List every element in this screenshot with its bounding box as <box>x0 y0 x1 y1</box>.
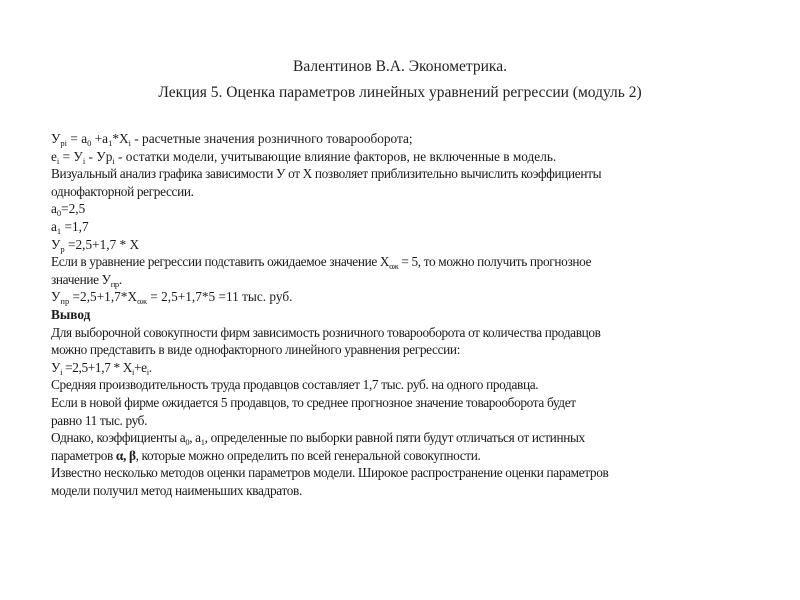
methods-line-2: модели получил метод наименьших квадратов. <box>51 482 302 498</box>
conclusion-line-1: Для выборочной совокупности фирм зависимость розничного товарооборота от количества продавцов <box>51 324 601 340</box>
coefficient-a1: $a_1 =1,7$ <box>51 218 89 236</box>
new-firm-line-2: равно 11 тыс. руб. <box>51 412 148 428</box>
residuals-equation: $e_i = У_i - Уp_i$ - остатки модели, учитывающие влияние факторов, не включенные в модель. <box>51 148 557 166</box>
productivity-text: Средняя производительность труда продавцов составляет 1,7 тыс. руб. на одного продавца. <box>51 377 539 393</box>
visual-analysis-line-1: Визуальный анализ графика зависимости У от X позволяет приблизительно вычислить коэффициенты <box>51 166 602 182</box>
new-firm-line-1: Если в новой фирме ожидается 5 продавцов, то среднее прогнозное значение товарооборота будет <box>51 394 576 410</box>
forecast-text-line-2: значение $У_{пр}$. <box>51 271 122 289</box>
however-line-1: Однако, коэффициенты $a_0$, $a_1$, определенные по выборки равной пяти будут отличаться от истинных <box>51 430 585 448</box>
conclusion-line-2: можно представить в виде однофакторного линейного уравнения регрессии: <box>51 342 461 358</box>
calculated-values-equation: $У_{pi} = a_0 +a_1*X_i$ - расчетные значения розничного товарооборота; <box>51 131 413 148</box>
coefficient-a0: $a_0=2,5$ <box>51 201 86 219</box>
forecast-text-line-1: Если в уравнение регрессии подставить ожидаемое значение $X_{ож} = 5$, то можно получить прогнозное <box>51 254 592 272</box>
visual-analysis-line-2: однофакторной регрессии. <box>51 183 194 199</box>
lecture-subtitle: Лекция 5. Оценка параметров линейных уравнений регрессии (модуль 2) <box>158 84 642 101</box>
forecast-equation: $У_{пр} =2,5+1,7*X_{ож} = 2,5+1,7*5 =11$ тыс. руб. <box>51 289 293 307</box>
document-title: Валентинов В.А. Эконометрика. <box>293 58 507 75</box>
greek-parameters: α, β <box>115 447 136 463</box>
conclusion-heading: Вывод <box>51 306 91 322</box>
methods-line-1: Известно несколько методов оценки параметров модели. Широкое распространение оценки параметров <box>51 465 609 481</box>
regression-equation: $У_р =2,5+1,7 * X$ <box>51 236 140 254</box>
final-equation: $У_i =2,5+1,7 * X_i+e_i$. <box>51 359 152 377</box>
document-body <box>51 130 761 499</box>
however-line-2: параметров α, β, которые можно определить по всей генеральной совокупности. <box>51 447 481 463</box>
